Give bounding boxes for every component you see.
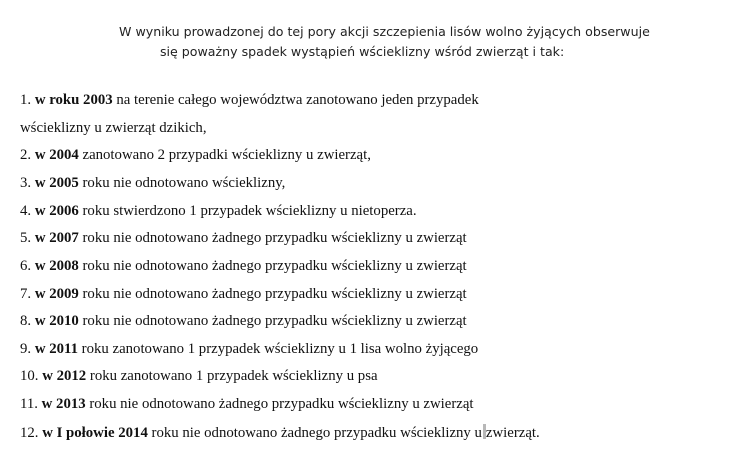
item-year: w 2009 (34, 286, 79, 302)
item-number: 9. (20, 341, 32, 357)
item-year: w 2006 (34, 203, 79, 219)
item-text: roku nie odnotowano żadnego przypadku wścieklizny u zwierząt (78, 313, 467, 329)
item-text: roku nie odnotowano żadnego przypadku wścieklizny u zwierząt (85, 396, 474, 412)
item-text: roku nie odnotowano żadnego przypadku wścieklizny u zwierząt (78, 230, 467, 246)
intro-line-1: W wyniku prowadzonej do tej pory akcji szczepienia lisów wolno żyjących obserwuje (119, 24, 650, 39)
list-item-2003-continuation: wścieklizny u zwierząt dzikich, (20, 120, 207, 136)
item-text-end: zwierząt. (485, 425, 540, 441)
item-year: w I połowie 2014 (42, 425, 148, 441)
item-number: 7. (20, 286, 32, 302)
list-item-2008 (20, 258, 467, 275)
list-item-2010 (20, 313, 467, 330)
item-text: roku nie odnotowano wścieklizny, (78, 175, 286, 191)
item-text: roku stwierdzono 1 przypadek wścieklizny u nietoperza. (78, 203, 417, 219)
item-number: 11. (20, 396, 38, 412)
item-year: w 2004 (34, 147, 79, 163)
item-text: roku zanotowano 1 przypadek wścieklizny u 1 lisa wolno żyjącego (77, 341, 479, 357)
list-item-2005 (20, 175, 285, 192)
list-item-2012 (20, 368, 378, 385)
item-text: roku nie odnotowano żadnego przypadku wścieklizny u (147, 425, 482, 441)
list-item-2014 (20, 424, 540, 442)
item-number: 3. (20, 175, 32, 191)
item-text: roku nie odnotowano żadnego przypadku wścieklizny u zwierząt (78, 286, 467, 302)
item-number: 5. (20, 230, 32, 246)
item-number: 8. (20, 313, 32, 329)
list-item-2003 (20, 92, 479, 109)
item-text: roku nie odnotowano żadnego przypadku wścieklizny u zwierząt (78, 258, 467, 274)
item-number: 10. (20, 368, 39, 384)
list-item-2011 (20, 341, 478, 358)
list-item-2009 (20, 286, 467, 303)
intro-line-2: się poważny spadek wystąpień wścieklizny wśród zwierząt i tak: (160, 44, 565, 59)
item-year: w 2008 (34, 258, 79, 274)
item-text: zanotowano 2 przypadki wścieklizny u zwierząt, (78, 147, 371, 163)
item-number: 12. (20, 425, 39, 441)
list-item-2007 (20, 230, 467, 247)
item-text: na terenie całego województwa zanotowano jeden przypadek (112, 92, 479, 108)
list-item-2006 (20, 203, 417, 220)
item-year: w 2013 (41, 396, 86, 412)
list-item-2004 (20, 147, 371, 164)
item-year: w roku 2003 (34, 92, 113, 108)
item-number: 2. (20, 147, 32, 163)
item-year: w 2005 (34, 175, 79, 191)
item-year: w 2012 (42, 368, 87, 384)
item-year: w 2011 (34, 341, 78, 357)
item-number: 4. (20, 203, 32, 219)
item-year: w 2007 (34, 230, 79, 246)
list-item-2013 (20, 396, 474, 413)
item-text: roku zanotowano 1 przypadek wścieklizny u psa (86, 368, 378, 384)
item-year: w 2010 (34, 313, 79, 329)
item-number: 6. (20, 258, 32, 274)
item-number: 1. (20, 92, 32, 108)
